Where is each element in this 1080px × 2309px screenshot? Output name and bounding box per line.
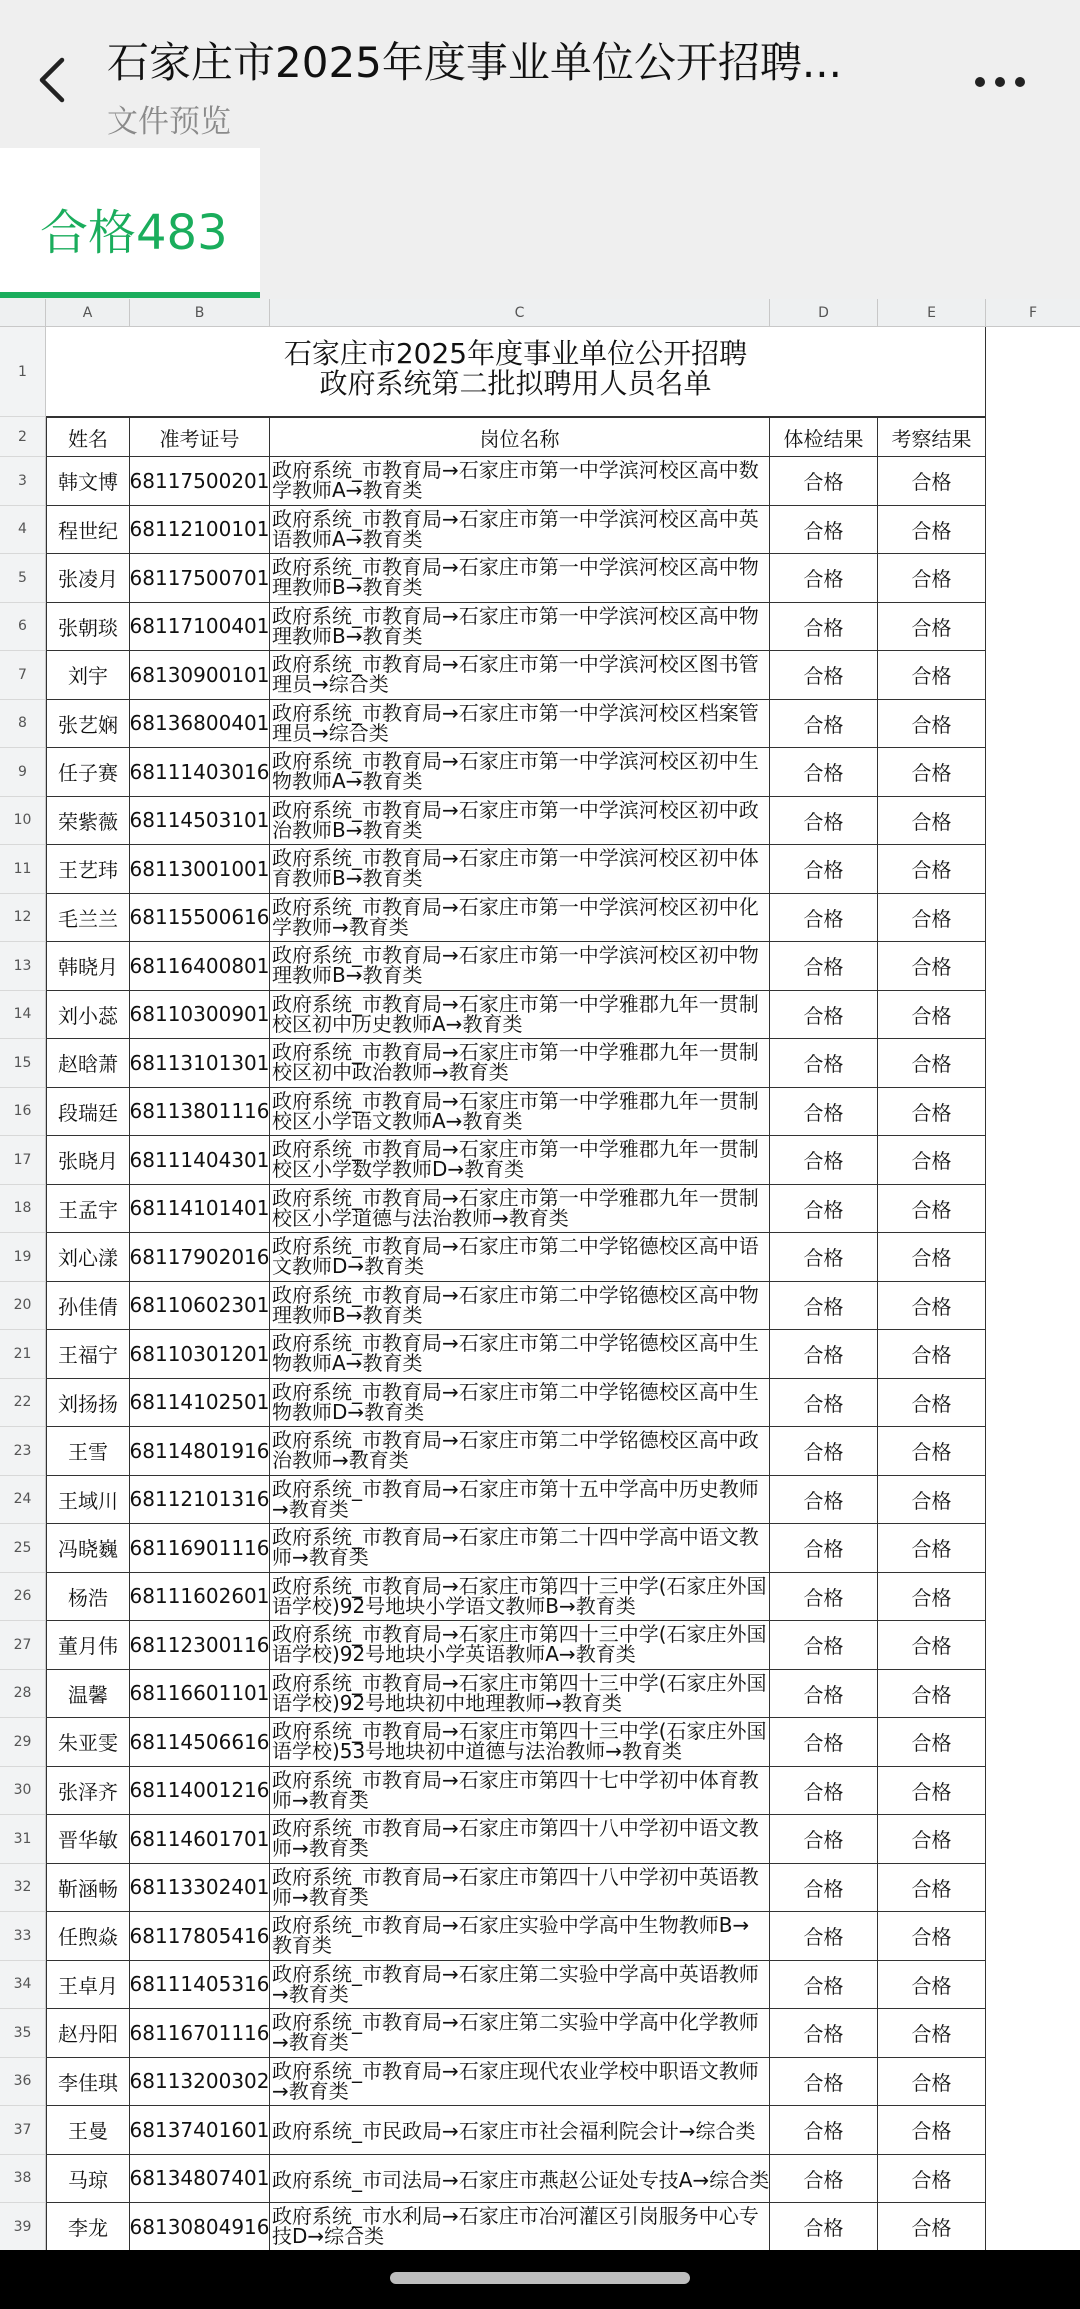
table-cell-name[interactable]: 韩文博: [46, 457, 130, 506]
file-title: 石家庄市2025年度事业单位公开招聘...: [107, 38, 842, 87]
table-header-cell: 考察结果: [878, 417, 986, 457]
table-header-cell: 姓名: [46, 417, 130, 457]
row-header[interactable]: 15: [0, 1039, 46, 1088]
table-cell-post[interactable]: 政府系统_市教育局→石家庄市第一中学雅郡九年一贯制校区小学道德与法治教师→教育类: [270, 1185, 770, 1234]
table-cell-post[interactable]: 政府系统_市教育局→石家庄市第一中学滨河校区高中物理教师B→教育类: [270, 603, 770, 652]
table-cell-name[interactable]: 李龙: [46, 2203, 130, 2250]
table-cell-pe[interactable]: 合格: [770, 2058, 878, 2107]
table-cell-id[interactable]: 68110301201: [130, 1330, 270, 1379]
table-cell-name[interactable]: 马琼: [46, 2155, 130, 2204]
table-cell-id[interactable]: 68137401601: [130, 2106, 270, 2155]
table-cell-post[interactable]: 政府系统_市教育局→石家庄市第二中学铭德校区高中生物教师D→教育类: [270, 1379, 770, 1428]
table-cell-id[interactable]: 68117500201: [130, 457, 270, 506]
table-cell-name[interactable]: 王孟宇: [46, 1185, 130, 1234]
table-cell-name[interactable]: 刘扬扬: [46, 1379, 130, 1428]
row-header[interactable]: 16: [0, 1088, 46, 1137]
table-cell-name[interactable]: 韩晓月: [46, 942, 130, 991]
table-cell-pe[interactable]: 合格: [770, 603, 878, 652]
table-cell-id[interactable]: 68113801116: [130, 1088, 270, 1137]
table-cell-name[interactable]: 刘小蕊: [46, 991, 130, 1040]
table-cell-id[interactable]: 68114601701: [130, 1815, 270, 1864]
row-header[interactable]: 38: [0, 2155, 46, 2204]
table-cell-pe[interactable]: 合格: [770, 1088, 878, 1137]
table-cell-pe[interactable]: 合格: [770, 651, 878, 700]
row-header[interactable]: 17: [0, 1136, 46, 1185]
table-cell-post[interactable]: 政府系统_市教育局→石家庄第二实验中学高中英语教师→教育类: [270, 1961, 770, 2010]
table-cell-post[interactable]: 政府系统_市教育局→石家庄市第一中学雅郡九年一贯制校区小学语文教师A→教育类: [270, 1088, 770, 1137]
select-all-corner[interactable]: [0, 299, 46, 327]
table-cell-pe[interactable]: 合格: [770, 1718, 878, 1767]
table-cell-ins[interactable]: 合格: [878, 1912, 986, 1961]
table-cell-pe[interactable]: 合格: [770, 991, 878, 1040]
table-header-cell: 准考证号: [130, 417, 270, 457]
table-cell-post[interactable]: 政府系统_市教育局→石家庄市第一中学滨河校区高中数学教师A→教育类: [270, 457, 770, 506]
table-cell-id[interactable]: 68116701116: [130, 2009, 270, 2058]
table-cell-post[interactable]: 政府系统_市教育局→石家庄市第四十八中学初中语文教师→教育类: [270, 1815, 770, 1864]
table-cell-ins[interactable]: 合格: [878, 506, 986, 555]
table-cell-post[interactable]: 政府系统_市教育局→石家庄市第一中学滨河校区初中体育教师B→教育类: [270, 845, 770, 894]
row-header[interactable]: 11: [0, 845, 46, 894]
row-header[interactable]: 24: [0, 1476, 46, 1525]
table-cell-id[interactable]: 68110602301: [130, 1282, 270, 1331]
sheet-tab-indicator: [0, 292, 260, 298]
table-cell-name[interactable]: 张艺娴: [46, 700, 130, 749]
table-cell-pe[interactable]: 合格: [770, 1670, 878, 1719]
table-cell-pe[interactable]: 合格: [770, 1136, 878, 1185]
spreadsheet-grid[interactable]: [0, 299, 1080, 2250]
table-cell-ins[interactable]: 合格: [878, 1282, 986, 1331]
home-indicator[interactable]: [390, 2272, 690, 2284]
table-cell-post[interactable]: 政府系统_市教育局→石家庄市第四十八中学初中英语教师→教育类: [270, 1864, 770, 1913]
column-header[interactable]: F: [986, 299, 1080, 327]
table-cell-ins[interactable]: 合格: [878, 1330, 986, 1379]
table-cell-pe[interactable]: 合格: [770, 1767, 878, 1816]
table-cell-ins[interactable]: 合格: [878, 457, 986, 506]
table-cell-name[interactable]: 张晓月: [46, 1136, 130, 1185]
table-cell-ins[interactable]: 合格: [878, 1233, 986, 1282]
table-cell-pe[interactable]: 合格: [770, 1621, 878, 1670]
system-navigation-bar: [0, 2250, 1080, 2309]
row-header[interactable]: 7: [0, 651, 46, 700]
row-header[interactable]: 37: [0, 2106, 46, 2155]
table-cell-ins[interactable]: 合格: [878, 2155, 986, 2204]
table-cell-pe[interactable]: 合格: [770, 554, 878, 603]
table-cell-id[interactable]: 68114801916: [130, 1427, 270, 1476]
table-cell-ins[interactable]: 合格: [878, 2106, 986, 2155]
table-cell-ins[interactable]: 合格: [878, 1864, 986, 1913]
column-header[interactable]: D: [770, 299, 878, 327]
row-header[interactable]: 31: [0, 1815, 46, 1864]
table-cell-pe[interactable]: 合格: [770, 1573, 878, 1622]
row-header[interactable]: 21: [0, 1330, 46, 1379]
table-cell-post[interactable]: 政府系统_市教育局→石家庄市第一中学滨河校区高中英语教师A→教育类: [270, 506, 770, 555]
table-cell-post[interactable]: 政府系统_市教育局→石家庄市第四十七中学初中体育教师→教育类: [270, 1767, 770, 1816]
row-header[interactable]: 25: [0, 1524, 46, 1573]
table-cell-name[interactable]: 段瑞廷: [46, 1088, 130, 1137]
row-header[interactable]: 10: [0, 797, 46, 846]
table-cell-pe[interactable]: 合格: [770, 942, 878, 991]
sheet-tab-active[interactable]: [0, 148, 260, 294]
table-cell-ins[interactable]: 合格: [878, 797, 986, 846]
table-cell-pe[interactable]: 合格: [770, 1476, 878, 1525]
row-header[interactable]: 26: [0, 1573, 46, 1622]
row-header[interactable]: 6: [0, 603, 46, 652]
table-cell-id[interactable]: 68130804916: [130, 2203, 270, 2250]
row-header[interactable]: 5: [0, 554, 46, 603]
table-cell-id[interactable]: 68113101301: [130, 1039, 270, 1088]
column-header[interactable]: C: [270, 299, 770, 327]
table-cell-id[interactable]: 68111403016: [130, 748, 270, 797]
table-cell-name[interactable]: 温馨: [46, 1670, 130, 1719]
table-cell-name[interactable]: 任子赛: [46, 748, 130, 797]
row-header[interactable]: 9: [0, 748, 46, 797]
row-header[interactable]: 2: [0, 417, 46, 457]
table-cell-name[interactable]: 毛兰兰: [46, 894, 130, 943]
table-cell-post[interactable]: 政府系统_市教育局→石家庄市第二中学铭德校区高中政治教师→教育类: [270, 1427, 770, 1476]
table-cell-post[interactable]: 政府系统_市教育局→石家庄市第一中学雅郡九年一贯制校区初中历史教师A→教育类: [270, 991, 770, 1040]
table-cell-post[interactable]: 政府系统_市教育局→石家庄市第二中学铭德校区高中语文教师D→教育类: [270, 1233, 770, 1282]
table-cell-id[interactable]: 68114102501: [130, 1379, 270, 1428]
table-cell-pe[interactable]: 合格: [770, 2203, 878, 2250]
table-cell-ins[interactable]: 合格: [878, 1961, 986, 2010]
table-cell-post[interactable]: 政府系统_市教育局→石家庄市第十五中学高中历史教师→教育类: [270, 1476, 770, 1525]
table-cell-name[interactable]: 荣紫薇: [46, 797, 130, 846]
row-header[interactable]: 22: [0, 1379, 46, 1428]
table-cell-pe[interactable]: 合格: [770, 700, 878, 749]
table-cell-ins[interactable]: 合格: [878, 2203, 986, 2250]
table-cell-ins[interactable]: 合格: [878, 894, 986, 943]
table-cell-pe[interactable]: 合格: [770, 1524, 878, 1573]
table-cell-id[interactable]: 68111404301: [130, 1136, 270, 1185]
table-cell-pe[interactable]: 合格: [770, 1330, 878, 1379]
table-cell-post[interactable]: 政府系统_市教育局→石家庄市第四十三中学(石家庄外国语学校)53号地块初中道德与法治教师→教育类: [270, 1718, 770, 1767]
column-header[interactable]: B: [130, 299, 270, 327]
table-cell-name[interactable]: 张朝琰: [46, 603, 130, 652]
table-cell-ins[interactable]: 合格: [878, 1718, 986, 1767]
table-cell-post[interactable]: 政府系统_市水利局→石家庄市冶河灌区引岗服务中心专技D→综合类: [270, 2203, 770, 2250]
table-cell-name[interactable]: 王曼: [46, 2106, 130, 2155]
table-cell-id[interactable]: 68117902016: [130, 1233, 270, 1282]
table-cell-name[interactable]: 刘心漾: [46, 1233, 130, 1282]
table-cell-id[interactable]: 68136800401: [130, 700, 270, 749]
table-cell-pe[interactable]: 合格: [770, 894, 878, 943]
row-header[interactable]: 23: [0, 1427, 46, 1476]
table-cell-post[interactable]: 政府系统_市民政局→石家庄市社会福利院会计→综合类: [270, 2106, 770, 2155]
table-cell-id[interactable]: 68112300116: [130, 1621, 270, 1670]
table-cell-name[interactable]: 王雪: [46, 1427, 130, 1476]
table-header-cell: 体检结果: [770, 417, 878, 457]
table-cell-name[interactable]: 王域川: [46, 1476, 130, 1525]
document-title-line-2: 政府系统第二批拟聘用人员名单: [319, 367, 712, 400]
back-icon[interactable]: [30, 50, 80, 110]
table-cell-post[interactable]: 政府系统_市教育局→石家庄市第一中学滨河校区图书管理员→综合类: [270, 651, 770, 700]
table-cell-name[interactable]: 朱亚雯: [46, 1718, 130, 1767]
table-cell-post[interactable]: 政府系统_市教育局→石家庄市第二十四中学高中语文教师→教育类: [270, 1524, 770, 1573]
document-title: [46, 327, 986, 417]
table-cell-post[interactable]: 政府系统_市教育局→石家庄市第一中学滨河校区档案管理员→综合类: [270, 700, 770, 749]
table-cell-name[interactable]: 王艺玮: [46, 845, 130, 894]
table-cell-ins[interactable]: 合格: [878, 2058, 986, 2107]
table-cell-name[interactable]: 赵晗萧: [46, 1039, 130, 1088]
sheet-tab-bar: [0, 148, 1080, 299]
row-header[interactable]: 32: [0, 1864, 46, 1913]
row-header[interactable]: 3: [0, 457, 46, 506]
table-cell-id[interactable]: 68130900101: [130, 651, 270, 700]
table-cell-id[interactable]: 68116601101: [130, 1670, 270, 1719]
table-cell-ins[interactable]: 合格: [878, 1379, 986, 1428]
table-cell-id[interactable]: 68112101316: [130, 1476, 270, 1525]
table-cell-name[interactable]: 杨浩: [46, 1573, 130, 1622]
table-cell-pe[interactable]: 合格: [770, 457, 878, 506]
table-cell-pe[interactable]: 合格: [770, 1039, 878, 1088]
row-header[interactable]: 36: [0, 2058, 46, 2107]
row-header[interactable]: 29: [0, 1718, 46, 1767]
table-cell-post[interactable]: 政府系统_市教育局→石家庄市第一中学雅郡九年一贯制校区小学数学教师D→教育类: [270, 1136, 770, 1185]
row-header[interactable]: 39: [0, 2203, 46, 2250]
table-cell-pe[interactable]: 合格: [770, 1864, 878, 1913]
table-cell-post[interactable]: 政府系统_市教育局→石家庄市第一中学滨河校区初中化学教师→教育类: [270, 894, 770, 943]
table-cell-post[interactable]: 政府系统_市教育局→石家庄现代农业学校中职语文教师→教育类: [270, 2058, 770, 2107]
table-cell-id[interactable]: 68111602601: [130, 1573, 270, 1622]
table-cell-pe[interactable]: 合格: [770, 2155, 878, 2204]
table-cell-name[interactable]: 李佳琪: [46, 2058, 130, 2107]
row-header[interactable]: 18: [0, 1185, 46, 1234]
table-cell-post[interactable]: 政府系统_市教育局→石家庄市第一中学雅郡九年一贯制校区初中政治教师→教育类: [270, 1039, 770, 1088]
row-header[interactable]: 8: [0, 700, 46, 749]
table-cell-pe[interactable]: 合格: [770, 506, 878, 555]
table-cell-post[interactable]: 政府系统_市司法局→石家庄市燕赵公证处专技A→综合类: [270, 2155, 770, 2204]
table-cell-name[interactable]: 冯晓巍: [46, 1524, 130, 1573]
table-cell-id[interactable]: 68117100401: [130, 603, 270, 652]
column-header[interactable]: E: [878, 299, 986, 327]
table-cell-ins[interactable]: 合格: [878, 603, 986, 652]
row-header[interactable]: 34: [0, 1961, 46, 2010]
table-cell-name[interactable]: 张泽齐: [46, 1767, 130, 1816]
table-cell-id[interactable]: 68116901116: [130, 1524, 270, 1573]
row-header[interactable]: 30: [0, 1767, 46, 1816]
more-options-icon[interactable]: [975, 62, 1055, 102]
table-cell-ins[interactable]: 合格: [878, 1815, 986, 1864]
table-cell-name[interactable]: 赵丹阳: [46, 2009, 130, 2058]
table-cell-ins[interactable]: 合格: [878, 1476, 986, 1525]
table-cell-id[interactable]: 68113001001: [130, 845, 270, 894]
table-cell-id[interactable]: 68116400801: [130, 942, 270, 991]
row-header[interactable]: 4: [0, 506, 46, 555]
row-header[interactable]: 28: [0, 1670, 46, 1719]
table-cell-id[interactable]: 68111405316: [130, 1961, 270, 2010]
row-header[interactable]: 35: [0, 2009, 46, 2058]
table-header-cell: 岗位名称: [270, 417, 770, 457]
table-cell-id[interactable]: 68114001216: [130, 1767, 270, 1816]
row-header[interactable]: 14: [0, 991, 46, 1040]
table-cell-ins[interactable]: 合格: [878, 554, 986, 603]
table-cell-ins[interactable]: 合格: [878, 748, 986, 797]
row-header[interactable]: 13: [0, 942, 46, 991]
table-cell-id[interactable]: 68114506616: [130, 1718, 270, 1767]
table-cell-name[interactable]: 王福宁: [46, 1330, 130, 1379]
row-header[interactable]: 27: [0, 1621, 46, 1670]
top-bar: [0, 0, 1080, 148]
table-cell-name[interactable]: 刘宇: [46, 651, 130, 700]
table-cell-ins[interactable]: 合格: [878, 651, 986, 700]
row-header[interactable]: 12: [0, 894, 46, 943]
table-cell-pe[interactable]: 合格: [770, 1233, 878, 1282]
table-cell-post[interactable]: 政府系统_市教育局→石家庄实验中学高中生物教师B→教育类: [270, 1912, 770, 1961]
table-cell-post[interactable]: 政府系统_市教育局→石家庄市第四十三中学(石家庄外国语学校)92号地块小学英语教师A→教育类: [270, 1621, 770, 1670]
table-cell-pe[interactable]: 合格: [770, 1282, 878, 1331]
table-cell-pe[interactable]: 合格: [770, 1912, 878, 1961]
table-cell-pe[interactable]: 合格: [770, 797, 878, 846]
table-cell-post[interactable]: 政府系统_市教育局→石家庄市第四十三中学(石家庄外国语学校)92号地块初中地理教师→教育类: [270, 1670, 770, 1719]
table-cell-id[interactable]: 68114101401: [130, 1185, 270, 1234]
row-header[interactable]: 1: [0, 327, 46, 417]
table-cell-pe[interactable]: 合格: [770, 1961, 878, 2010]
table-cell-post[interactable]: 政府系统_市教育局→石家庄第二实验中学高中化学教师→教育类: [270, 2009, 770, 2058]
table-cell-name[interactable]: 任煦焱: [46, 1912, 130, 1961]
sheet-tab-label: 合格483: [40, 205, 228, 261]
table-cell-name[interactable]: 程世纪: [46, 506, 130, 555]
table-cell-id[interactable]: 68117500701: [130, 554, 270, 603]
table-cell-ins[interactable]: 合格: [878, 2009, 986, 2058]
table-cell-ins[interactable]: 合格: [878, 1185, 986, 1234]
table-cell-pe[interactable]: 合格: [770, 1185, 878, 1234]
table-cell-pe[interactable]: 合格: [770, 2009, 878, 2058]
table-cell-ins[interactable]: 合格: [878, 1136, 986, 1185]
table-cell-name[interactable]: 晋华敏: [46, 1815, 130, 1864]
table-cell-name[interactable]: 靳涵畅: [46, 1864, 130, 1913]
table-cell-post[interactable]: 政府系统_市教育局→石家庄市第一中学滨河校区初中物理教师B→教育类: [270, 942, 770, 991]
table-cell-id[interactable]: 68110300901: [130, 991, 270, 1040]
table-cell-pe[interactable]: 合格: [770, 2106, 878, 2155]
table-cell-ins[interactable]: 合格: [878, 1427, 986, 1476]
table-cell-id[interactable]: 68113302401: [130, 1864, 270, 1913]
table-cell-post[interactable]: 政府系统_市教育局→石家庄市第四十三中学(石家庄外国语学校)92号地块小学语文教师B→教育类: [270, 1573, 770, 1622]
table-cell-ins[interactable]: 合格: [878, 1524, 986, 1573]
table-cell-post[interactable]: 政府系统_市教育局→石家庄市第二中学铭德校区高中物理教师B→教育类: [270, 1282, 770, 1331]
table-cell-post[interactable]: 政府系统_市教育局→石家庄市第一中学滨河校区高中物理教师B→教育类: [270, 554, 770, 603]
table-cell-pe[interactable]: 合格: [770, 1427, 878, 1476]
table-cell-id[interactable]: 68114503101: [130, 797, 270, 846]
table-cell-ins[interactable]: 合格: [878, 700, 986, 749]
table-cell-ins[interactable]: 合格: [878, 1088, 986, 1137]
table-cell-name[interactable]: 孙佳倩: [46, 1282, 130, 1331]
table-cell-id[interactable]: 68115500616: [130, 894, 270, 943]
table-cell-post[interactable]: 政府系统_市教育局→石家庄市第二中学铭德校区高中生物教师A→教育类: [270, 1330, 770, 1379]
table-cell-pe[interactable]: 合格: [770, 1379, 878, 1428]
row-header[interactable]: 19: [0, 1233, 46, 1282]
table-cell-ins[interactable]: 合格: [878, 1670, 986, 1719]
table-cell-ins[interactable]: 合格: [878, 942, 986, 991]
table-cell-ins[interactable]: 合格: [878, 991, 986, 1040]
row-header[interactable]: 20: [0, 1282, 46, 1331]
table-cell-pe[interactable]: 合格: [770, 845, 878, 894]
table-cell-name[interactable]: 张凌月: [46, 554, 130, 603]
table-cell-id[interactable]: 68113200302: [130, 2058, 270, 2107]
table-cell-ins[interactable]: 合格: [878, 1573, 986, 1622]
table-cell-ins[interactable]: 合格: [878, 1767, 986, 1816]
table-cell-id[interactable]: 68112100101: [130, 506, 270, 555]
column-header[interactable]: A: [46, 299, 130, 327]
table-cell-id[interactable]: 68134807401: [130, 2155, 270, 2204]
table-cell-post[interactable]: 政府系统_市教育局→石家庄市第一中学滨河校区初中政治教师B→教育类: [270, 797, 770, 846]
table-cell-pe[interactable]: 合格: [770, 1815, 878, 1864]
table-cell-ins[interactable]: 合格: [878, 1039, 986, 1088]
row-header[interactable]: 33: [0, 1912, 46, 1961]
table-cell-pe[interactable]: 合格: [770, 748, 878, 797]
table-cell-name[interactable]: 王卓月: [46, 1961, 130, 2010]
table-cell-name[interactable]: 董月伟: [46, 1621, 130, 1670]
table-cell-ins[interactable]: 合格: [878, 845, 986, 894]
table-cell-post[interactable]: 政府系统_市教育局→石家庄市第一中学滨河校区初中生物教师A→教育类: [270, 748, 770, 797]
table-cell-ins[interactable]: 合格: [878, 1621, 986, 1670]
document-title-line-1: 石家庄市2025年度事业单位公开招聘: [283, 337, 748, 370]
table-cell-id[interactable]: 68117805416: [130, 1912, 270, 1961]
file-preview-label: 文件预览: [107, 104, 231, 140]
